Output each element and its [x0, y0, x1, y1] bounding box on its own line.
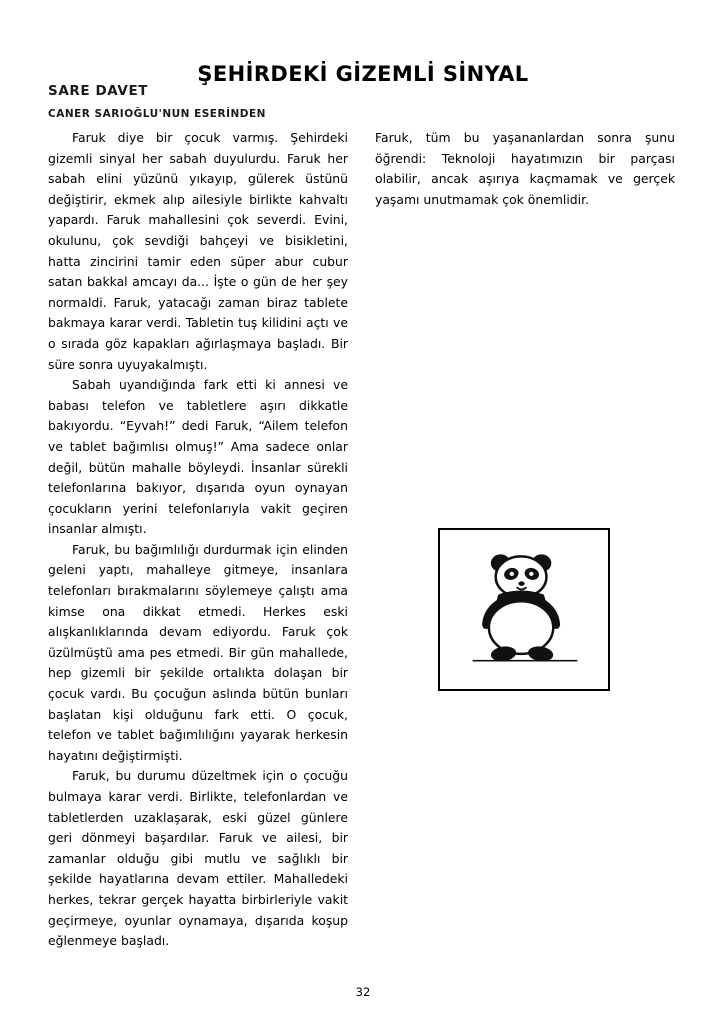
- source-note: CANER SARIOĞLU'NUN ESERİNDEN: [48, 108, 266, 120]
- panda-illustration-frame: [438, 528, 610, 691]
- paragraph: Faruk, tüm bu yaşananlardan sonra şunu öğrendi: Teknoloji hayatımızın bir parçası olabilir, ancak aşırıya kaçmamak ve gerçek yaşamı unutmamak çok önemlidir.: [375, 130, 675, 207]
- author-name: SARE DAVET: [48, 83, 149, 99]
- right-column: [375, 128, 675, 210]
- left-column: [48, 128, 348, 952]
- page-title: ŞEHİRDEKİ GİZEMLİ SİNYAL: [197, 62, 529, 87]
- paragraph: Faruk diye bir çocuk varmış. Şehirdeki gizemli sinyal her sabah duyulurdu. Faruk her sabah elini yüzünü yıkayıp, gülerek üstünü değiştirir, ekmek alıp ailesiyle birlikte kahvaltı yapardı. Faruk mahallesini çok severdi. Evini, okulunu, çok sevdiği bahçeyi ve bisikletini, hatta zincirini tamir eden süper abur cubur satan bakkal amcayı da... İşte o gün de her şey normaldi. Faruk, yatacağı zaman biraz tablete bakmaya karar verdi. Tabletin tuş kilidini açtı ve o sırada göz kapakları ağırlaşmaya başladı. Bir süre sonra uyuyakalmıştı.: [48, 130, 348, 372]
- paragraph: Faruk, bu durumu düzeltmek için o çocuğu bulmaya karar verdi. Birlikte, telefonlardan ve tabletlerden uzaklaşarak, eski güzel günlere geri dönmeyi başardılar. Faruk ve ailesi, bir zamanlar olduğu gibi mutlu ve sağlıklı bir şekilde hayatlarına devam ettiler. Mahalledeki herkes, tekrar gerçek hayatta birbirleriyle vakit geçirmeye, oyunlar oynamaya, dışarıda koşup eğlenmeye başladı.: [48, 768, 348, 949]
- page-number: 32: [355, 985, 371, 999]
- panda-icon: [440, 530, 608, 689]
- paragraph: Faruk, bu bağımlılığı durdurmak için elinden geleni yaptı, mahalleye gitmeye, insanlara telefonları bırakmalarını söylemeye çalıştı ama kimse ona dikkat etmedi. Herkes eski alışkanlıklarında devam ediyordu. Faruk çok üzülmüştü ama pes etmedi. Bir gün mahallede, hep gizemli bir şekilde ortalıkta dolaşan bir çocuk vardı. Bu çocuğun aslında bütün bunları başlatan kişi olduğunu fark etti. O çocuk, telefon ve tablet bağımlılığını yayarak herkesin hayatını değiştirmişti.: [48, 541, 348, 763]
- paragraph: Sabah uyandığında fark etti ki annesi ve babası telefon ve tabletlere aşırı dikkatle bakıyordu. “Eyvah!” dedi Faruk, “Ailem telefon ve tablet bağımlısı olmuş!” Ama sadece onlar değil, bütün mahalle böyleydi. İnsanlar sürekli telefonlarına bakıyor, dışarıda oyun oynayan çocukların yerini telefonlarıyla vakit geçiren insanlar almıştı.: [48, 377, 348, 537]
